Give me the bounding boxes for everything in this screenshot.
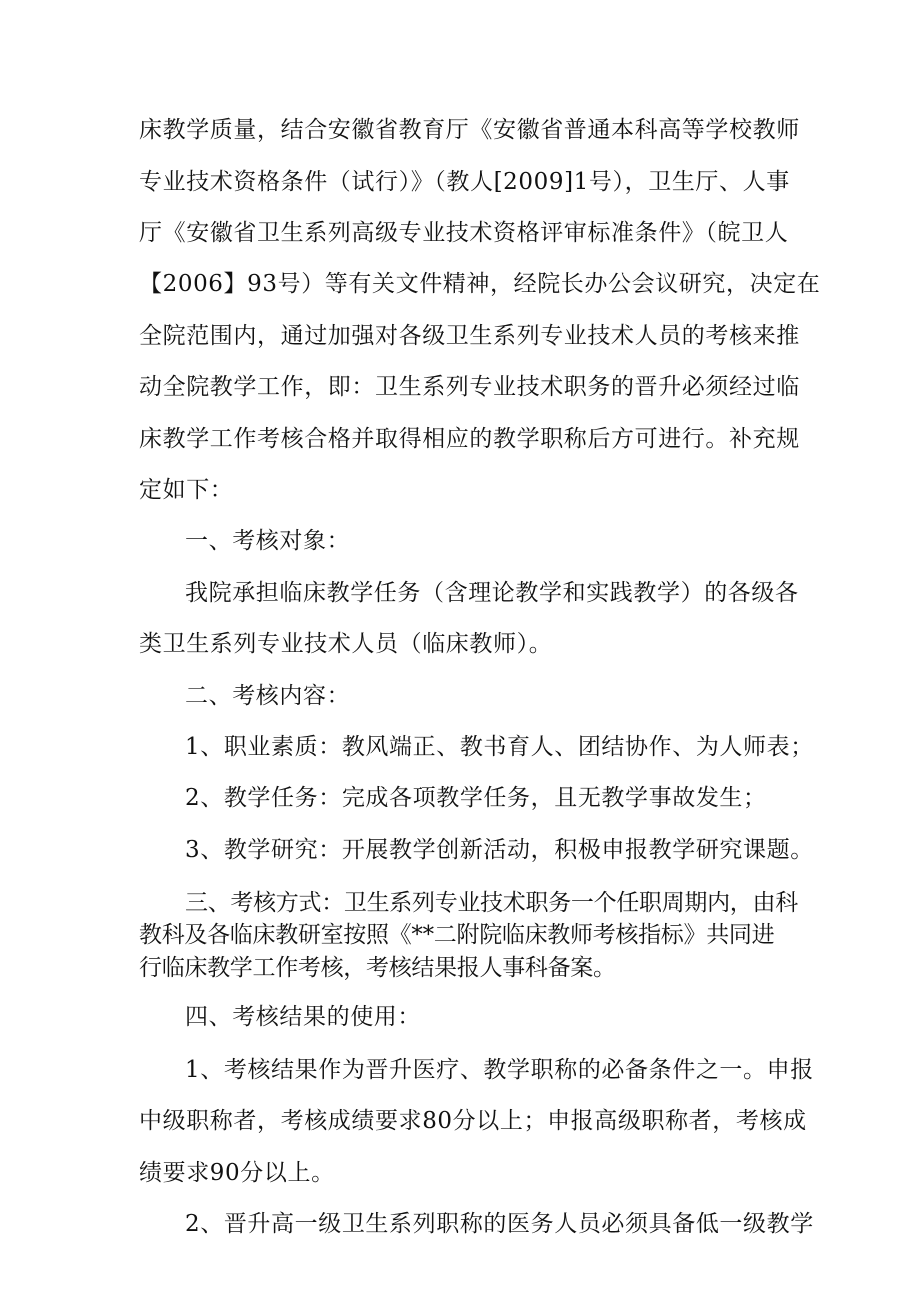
body-line: 定如下： [139, 477, 234, 503]
list-item: 1、考核结果作为晋升医疗、教学职称的必备条件之一。申报 [185, 1057, 814, 1083]
list-item: 2、教学任务：完成各项教学任务，且无教学事故发生； [185, 785, 767, 811]
list-item: 2、晋升高一级卫生系列职称的医务人员必须具备低一级教学 [185, 1211, 814, 1237]
body-line: 专业技术资格条件（试行）》（教人[2009]1号），卫生厅、人事 [139, 169, 790, 195]
list-item: 3、教学研究：开展教学创新活动，积极申报教学研究课题。 [185, 837, 814, 863]
body-line: 床教学质量，结合安徽省教育厅《安徽省普通本科高等学校教师 [139, 117, 800, 143]
body-line: 我院承担临床教学任务（含理论教学和实践教学）的各级各 [185, 580, 799, 606]
body-line: 绩要求90分以上。 [139, 1160, 335, 1186]
body-line: 厅《安徽省卫生系列高级专业技术资格评审标准条件》（皖卫人 [139, 220, 789, 246]
body-line: 动全院教学工作，即：卫生系列专业技术职务的晋升必须经过临 [139, 374, 800, 400]
body-line: 类卫生系列专业技术人员（临床教师）。 [139, 631, 553, 657]
body-line: 【2006】93号）等有关文件精神，经院长办公会议研究，决定在 [139, 271, 821, 297]
section-heading: 三、考核方式：卫生系列专业技术职务一个任职周期内，由科 [185, 890, 798, 916]
body-line: 中级职称者，考核成绩要求80分以上；申报高级职称者，考核成 [139, 1108, 807, 1134]
section-heading: 一、考核对象： [185, 528, 351, 554]
body-line: 教科及各临床教研室按照《**二附院临床教师考核指标》共同进 [139, 922, 775, 948]
section-heading: 四、考核结果的使用： [185, 1004, 421, 1030]
body-line: 行临床教学工作考核，考核结果报人事科备案。 [139, 955, 616, 981]
section-heading: 二、考核内容： [185, 683, 351, 709]
body-line: 全院范围内，通过加强对各级卫生系列专业技术人员的考核来推 [139, 323, 800, 349]
body-line: 床教学工作考核合格并取得相应的教学职称后方可进行。补充规 [139, 426, 800, 452]
list-item: 1、职业素质：教风端正、教书育人、团结协作、为人师表； [185, 734, 814, 760]
